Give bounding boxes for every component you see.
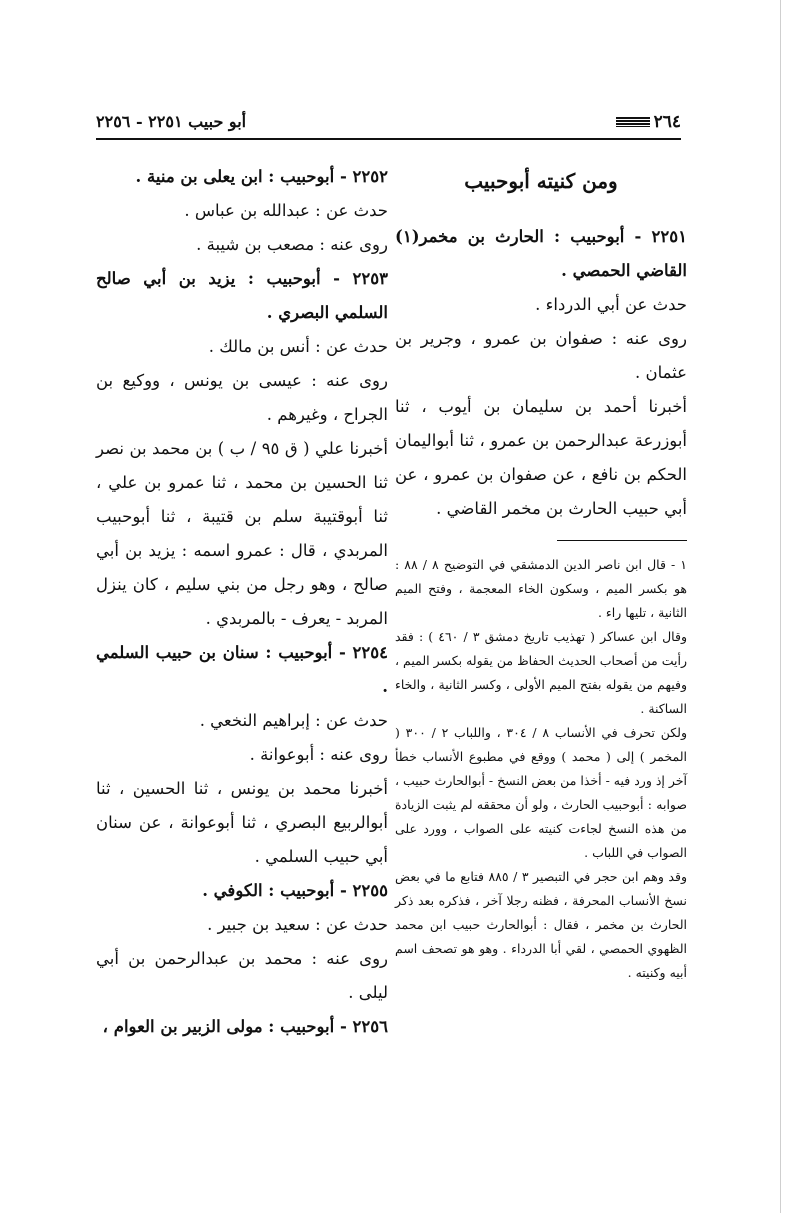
footnote-p2: وقال ابن عساكر ( تهذيب تاريخ دمشق ٣ / ٤٦٠ ) : فقد رأيت من أصحاب الحديث الحفاظ من يقوله بكسر الميم ، وفيهم من يقوله بفتح الميم الأولى ، وكسر الثانية ، والخاء الساكنة . [395, 629, 687, 716]
entry-2252-line2: روى عنه : مصعب بن شيبة . [196, 235, 388, 254]
entry-2251-line1: حدث عن أبي الدرداء . [535, 295, 687, 314]
entry-2255-head: ٢٢٥٥ - أبوحبيب : الكوفي . [202, 881, 388, 900]
left-column [96, 160, 388, 1044]
page-number-block [616, 112, 681, 132]
entry-2251-head: ٢٢٥١ - أبوحبيب : الحارث بن مخمر(١) القاضي الحمصي . [395, 227, 687, 280]
entry-2253-head: ٢٢٥٣ - أبوحبيب : يزيد بن أبي صالح السلمي البصري . [96, 269, 388, 322]
entry-2254-isnad: أخبرنا محمد بن يونس ، ثنا الحسين ، ثنا أبوالربيع البصري ، ثنا أبوعوانة ، عن سنان أبي حبيب السلمي . [96, 779, 388, 866]
footnote-p3: ولكن تحرف في الأنساب ٨ / ٣٠٤ ، واللباب ٢ / ٣٠٠ ( المخمر ) إلى ( محمد ) ووقع في مطبوع الأنساب خطأ آخر إذ ورد فيه - أخذا من بعض النسخ - أبوالحارث حبيب ، صوابه : أبوحبيب الحارث ، ولو أن محققه لم يثبت الزيادة من هذه النسخ لجاءت كنيته على الصواب ، وورد على الصواب في اللباب . [395, 725, 687, 860]
entry-2254-head: ٢٢٥٤ - أبوحبيب : سنان بن حبيب السلمي . [96, 643, 388, 696]
footnote-separator [557, 540, 687, 541]
entry-2251-isnad: أخبرنا أحمد بن سليمان بن أيوب ، ثنا أبوزرعة عبدالرحمن بن عمرو ، ثنا أبواليمان الحكم بن نافع ، عن صفوان بن عمرو ، عن أبي حبيب الحارث بن مخمر القاضي . [395, 397, 687, 518]
entry-2253-isnad: أخبرنا علي ( ق ٩٥ / ب ) بن محمد بن نصر ثنا الحسين بن محمد ، ثنا عمرو بن علي ، ثنا أبوقتيبة سلم بن قتيبة ، ثنا أبوحبيب المربدي ، قال : عمرو اسمه : يزيد بن أبي صالح ، وهو رجل من بني سليم ، كان ينزل المربد - يعرف - بالمربدي . [96, 439, 389, 628]
section-heading: ومن كنيته أبوحبيب [464, 169, 618, 193]
entry-2251-line2: روى عنه : صفوان بن عمرو ، وجرير بن عثمان . [395, 329, 687, 382]
entry-2253-line2: روى عنه : عيسى بن يونس ، ووكيع بن الجراح ، وغيرهم . [96, 371, 388, 424]
entry-2256-head: ٢٢٥٦ - أبوحبيب : مولى الزبير بن العوام ، [102, 1017, 388, 1036]
footnotes [395, 553, 687, 985]
entry-2254-line1: حدث عن : إبراهيم النخعي . [199, 711, 388, 730]
running-title: أبو حبيب ٢٢٥١ - ٢٢٥٦ [96, 112, 247, 131]
footnote-p4: وقد وهم ابن حجر في التبصير ٣ / ٨٨٥ فتابع ما في بعض نسخ الأنساب المحرفة ، فظنه رجلا آخر ، فذكره بعد ذكر الحارث بن مخمر ، فقال : أبوالحارث حبيب ابن محمد الظهوي الحمصي ، لقي أبا الدرداء . وهو هو تصحف اسم أبيه وكنيته . [395, 869, 687, 980]
right-column [395, 160, 687, 985]
entry-2255-line2: روى عنه : محمد بن عبدالرحمن بن أبي ليلى . [96, 949, 388, 1002]
entry-2254-line2: روى عنه : أبوعوانة . [249, 745, 388, 764]
header-rule [96, 138, 681, 140]
scan-edge-line [780, 0, 781, 1213]
header-ornament [616, 117, 650, 127]
entry-2255-line1: حدث عن : سعيد بن جبير . [207, 915, 388, 934]
footnote-p1: ١ - قال ابن ناصر الدين الدمشقي في التوضيح ٨ / ٨٨ : هو بكسر الميم ، وسكون الخاء المعجمة ، وفتح الميم الثانية ، تليها راء . [395, 557, 687, 620]
entry-2253-line1: حدث عن : أنس بن مالك . [208, 337, 388, 356]
page-number: ٢٦٤ [653, 112, 681, 132]
entry-2252-line1: حدث عن : عبدالله بن عباس . [184, 201, 388, 220]
entry-2252-head: ٢٢٥٢ - أبوحبيب : ابن يعلى بن منية . [135, 167, 388, 186]
page-header [96, 112, 681, 134]
